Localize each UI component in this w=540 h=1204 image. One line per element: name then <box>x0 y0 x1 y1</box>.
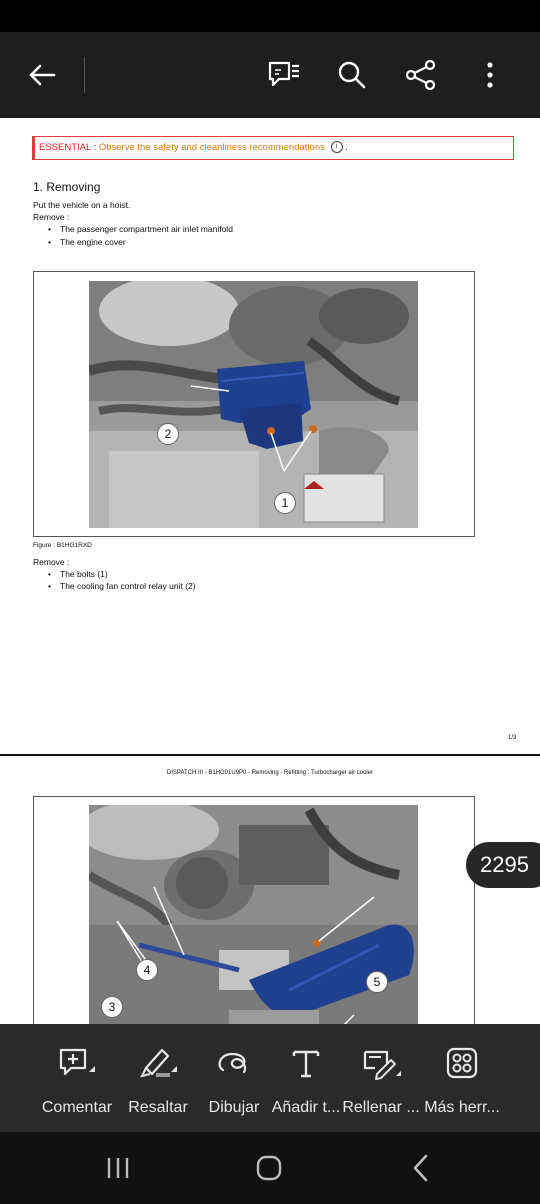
page-counter-badge[interactable]: 2295 <box>466 842 540 888</box>
turbo-photo <box>89 805 418 1024</box>
callout-5: 5 <box>366 971 388 993</box>
home-icon[interactable] <box>234 1132 304 1204</box>
more-vertical-icon[interactable] <box>466 32 514 118</box>
comment-list-icon[interactable] <box>260 32 308 118</box>
section-heading: 1. Removing <box>33 180 101 194</box>
tool-add-text[interactable] <box>268 1024 344 1132</box>
text-icon <box>286 1046 326 1080</box>
list-item: • The passenger compartment air inlet manifold <box>48 224 233 234</box>
status-bar <box>0 0 540 32</box>
callout-2: 2 <box>157 423 179 445</box>
add-comment-icon <box>57 1046 97 1080</box>
remove-label: Remove : <box>33 212 70 222</box>
essential-text: Observe the safety and cleanliness recommendations <box>98 142 325 153</box>
page-number: 1/3 <box>508 735 517 741</box>
pdf-document-view[interactable] <box>0 118 540 1024</box>
tool-label: Rellenar ... <box>342 1099 420 1116</box>
callout-3: 3 <box>101 996 123 1018</box>
callout-1: 1 <box>274 492 296 514</box>
info-icon[interactable]: i <box>331 141 343 153</box>
more-tools-icon <box>442 1046 482 1080</box>
pdf-page-2 <box>0 756 540 1024</box>
search-icon[interactable] <box>328 32 376 118</box>
callout-4: 4 <box>136 959 158 981</box>
list-item: • The bolts (1) <box>48 569 108 579</box>
list-item: • The cooling fan control relay unit (2) <box>48 581 196 591</box>
recent-apps-icon[interactable] <box>83 1132 153 1204</box>
highlighter-icon <box>138 1046 178 1080</box>
page-header: DISPATCH III - B1HG01U9P0 - Removing - Refitting : Turbocharger air cooler <box>166 770 374 776</box>
top-toolbar <box>0 32 540 118</box>
essential-tag: ESSENTIAL : <box>39 142 97 153</box>
remove-label: Remove : <box>33 557 70 567</box>
tool-draw[interactable] <box>203 1024 265 1132</box>
toolbar-divider <box>84 57 85 93</box>
back-icon[interactable] <box>386 1132 456 1204</box>
tool-comment[interactable] <box>36 1024 118 1132</box>
figure-caption: Figure : B1HG1RXD <box>33 542 92 549</box>
list-item: • The engine cover <box>48 237 126 247</box>
tool-more[interactable] <box>420 1024 504 1132</box>
tool-label: Comentar <box>41 1099 113 1116</box>
draw-icon <box>214 1046 254 1080</box>
tool-fill-sign[interactable] <box>341 1024 421 1132</box>
tool-label: Añadir t... <box>271 1099 341 1116</box>
tool-label: Dibujar <box>208 1099 260 1116</box>
tool-highlight[interactable] <box>122 1024 194 1132</box>
tool-label: Resaltar <box>128 1099 188 1116</box>
fill-sign-icon <box>361 1046 401 1080</box>
engine-photo <box>89 281 418 528</box>
tool-label: Más herr... <box>424 1099 500 1116</box>
back-arrow-icon[interactable] <box>18 32 66 118</box>
step-text: Put the vehicle on a hoist. <box>33 200 131 210</box>
essential-notice <box>32 136 514 160</box>
bottom-tools-bar <box>0 1024 540 1132</box>
pdf-page-1 <box>0 118 540 754</box>
system-nav-bar <box>0 1132 540 1204</box>
essential-end: . <box>345 142 348 153</box>
share-icon[interactable] <box>397 32 445 118</box>
